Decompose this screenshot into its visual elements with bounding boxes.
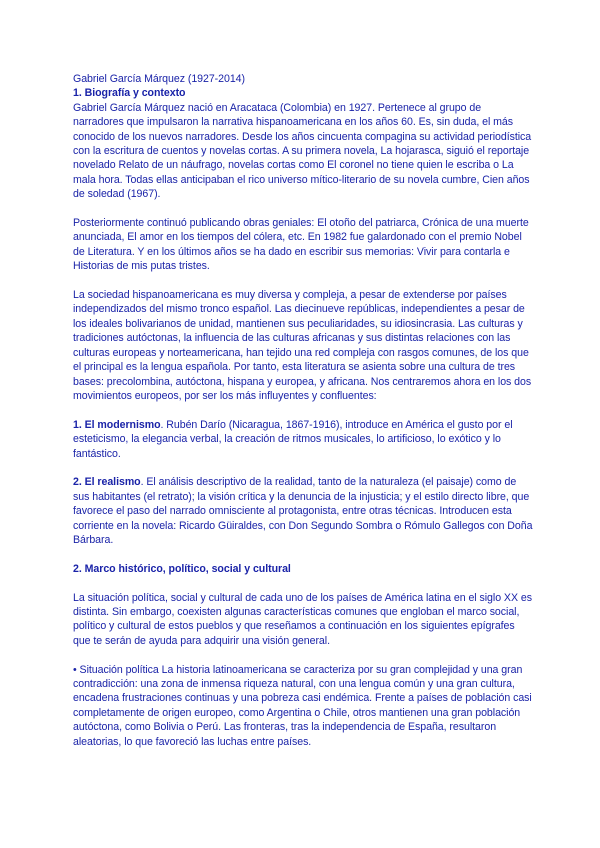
list-item-realismo xyxy=(73,475,533,547)
paragraph-society: La sociedad hispanoamericana es muy diversa y compleja, a pesar de extenderse por países independizados del mismo tronco español. Las diecinueve repúblicas, independientes a pesar de los ideales bolivarianos de unidad, mantienen sus peculiaridades, su idiosincrasia. Las culturas y tradiciones autóctonas, la influencia de las culturas africanas y sus distintas relaciones con las culturas europeas y norteamericana, han tejido una red compleja con rasgos comunes, de los que el principal es la lengua española. Por tanto, esta literatura se asienta sobre una cultura de tres bases: precolombina, autóctona, hispana y europea, y africana. Nos centraremos ahora en los dos movimientos europeos, por ser los más influyentes y confluentes: xyxy=(73,289,532,402)
item-1-text: . Rubén Darío (Nicaragua, 1867-1916), introduce en América el gusto por el esteticismo, la elegancia verbal, la creación de ritmos musicales, lo artificioso, lo exótico y lo fantástico. xyxy=(73,418,513,460)
spacer xyxy=(73,274,533,288)
spacer xyxy=(73,547,533,561)
list-item-modernismo xyxy=(73,418,533,461)
document-page xyxy=(73,72,533,749)
spacer xyxy=(73,403,533,417)
paragraph-politics: • Situación política La historia latinoamericana se caracteriza por su gran complejidad y una gran contradicción: una zona de inmensa riqueza natural, con una lengua común y una gran cultura, encadena frustraciones continuas y una pobreza casi endémica. Frente a países de población casi completamente de origen europeo, como Argentina o Chile, otros mantienen una gran población autóctona, como Bolivia o Perú. Las fronteras, tras la independencia de España, resultaron aleatorias, lo que favoreció las luchas entre países. xyxy=(73,663,532,748)
item-2-text: . El análisis descriptivo de la realidad, tanto de la naturaleza (el paisaje) como de sus habitantes (el retrato); la visión crítica y la denuncia de la injusticia; y el estilo directo libre, que favorece el paso del narrado omnisciente al protagonista, entre otras técnicas. Introducen esta corriente en la novela: Ricardo Güiraldes, con Don Segundo Sombra o Rómulo Gallegos con Doña Bárbara. xyxy=(73,476,533,546)
spacer xyxy=(73,461,533,475)
paragraph-situation: La situación política, social y cultural de cada uno de los países de América latina en el siglo XX es distinta. Sin embargo, coexisten algunas características comunes que engloban el marco social, político y cultural de estos pueblos y que reseñamos a continuación en los siguientes epígrafes que te serán de ayuda para adquirir una visión general. xyxy=(73,591,532,647)
spacer xyxy=(73,202,533,216)
item-1-label: 1. El modernismo xyxy=(73,418,161,431)
spacer xyxy=(73,648,533,662)
section-2-title: 2. Marco histórico, político, social y cultural xyxy=(73,562,291,575)
author-line: Gabriel García Márquez (1927-2014) xyxy=(73,73,246,85)
paragraph-later-works: Posteriormente continuó publicando obras geniales: El otoño del patriarca, Crónica de una muerte anunciada, El amor en los tiempos del cólera, etc. En 1982 fue galardonado con el premio Nobel de Literatura. Y en los últimos años se ha dado en escribir sus memorias: Vivir para contarla e Historias de mis putas tristes. xyxy=(73,217,529,273)
section-1-title: 1. Biografía y contexto xyxy=(73,87,186,100)
item-2-label: 2. El realismo xyxy=(73,476,141,489)
spacer xyxy=(73,576,533,590)
paragraph-biography: Gabriel García Márquez nació en Aracataca (Colombia) en 1927. Pertenece al grupo de narradores que impulsaron la narrativa hispanoamericana en los años 60. Es, sin duda, el más conocido de los nuevos narradores. Desde los años cincuenta compagina su actividad periodística con la escritura de cuentos y novelas cortas. A su primera novela, La hojarasca, siguió el reportaje novelado Relato de un náufrago, novelas cortas como El coronel no tiene quien le escriba o La mala hora. Todas ellas anticipaban el rico universo mítico-literario de su novela cumbre, Cien años de soledad (1967). xyxy=(73,101,532,201)
